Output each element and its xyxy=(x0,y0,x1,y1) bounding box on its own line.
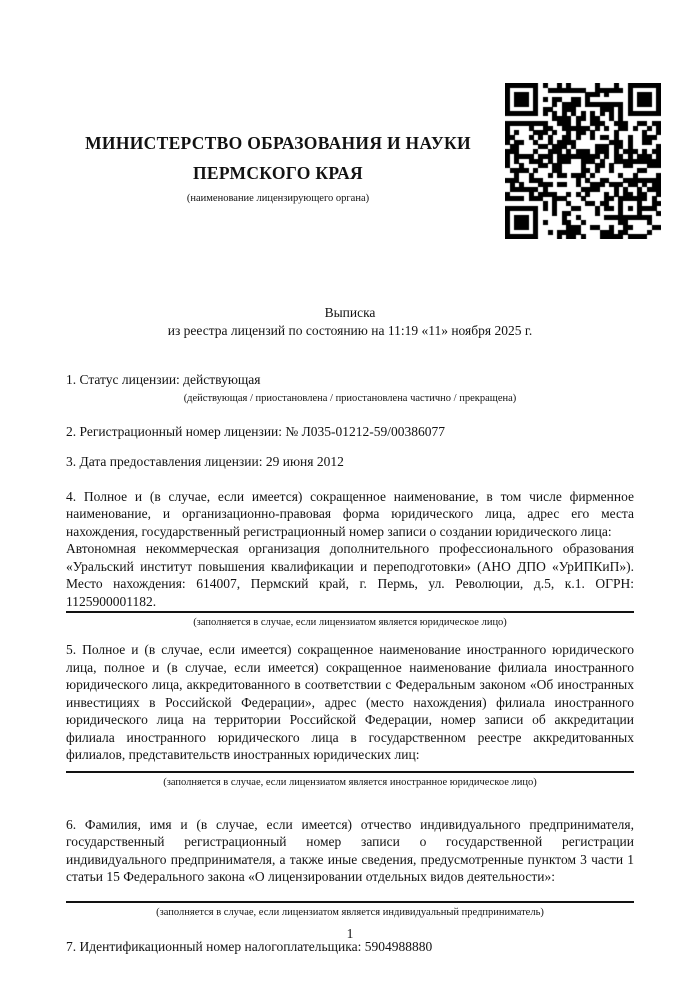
document-title xyxy=(66,304,634,339)
foreign-entity-note: (заполняется в случае, если лицензиатом является иностранное юридическое лицо) xyxy=(163,776,537,788)
fill-in-line xyxy=(66,771,634,773)
item-entrepreneur-info xyxy=(66,816,634,919)
fill-in-line xyxy=(66,611,634,613)
license-status-text: 1. Статус лицензии: действующая xyxy=(66,372,261,387)
item-legal-entity-info xyxy=(66,488,634,630)
ministry-name-line1: МИНИСТЕРСТВО ОБРАЗОВАНИЯ И НАУКИ xyxy=(85,133,471,153)
taxpayer-number-text: 7. Идентификационный номер налогоплательщика: 5904988880 xyxy=(66,938,433,954)
entrepreneur-question: 6. Фамилия, имя и (в случае, если имеется) отчество индивидуального предпринимателя, государственный регистрационный номер записи о государственной регистрации индивидуального предпринимателя, а также иные сведения, предусмотренные пунктом 3 части 1 статьи 15 Федерального закона «О лицензировании отдельных видов деятельности»: xyxy=(66,816,634,884)
license-status-options-note: (действующая / приостановлена / приостановлена частично / прекращена) xyxy=(183,392,517,404)
document-body xyxy=(66,304,634,955)
grant-date-text: 3. Дата предоставления лицензии: 29 июня 2012 xyxy=(66,454,344,469)
page-number: 1 xyxy=(346,926,354,941)
qr-code xyxy=(505,83,661,239)
document-title-line2: из реестра лицензий по состоянию на 11:19 «11» ноября 2025 г. xyxy=(167,322,533,338)
legal-entity-answer: Автономная некоммерческая организация дополнительного профессионального образования «Уральский институт повышения квалификации и переподготовки» (АНО ДПО «УрИПКиП»). Место нахождения: 614007, Пермский край, г. Пермь, ул. Революции, д.5, к.1. ОГРН: 1125900001182. xyxy=(66,541,634,609)
item-grant-date xyxy=(66,453,634,471)
document-title-line1: Выписка xyxy=(324,305,376,320)
item-license-status xyxy=(66,371,634,405)
ministry-name-line2: ПЕРМСКОГО КРАЯ xyxy=(193,163,363,183)
item-registration-number xyxy=(66,423,634,441)
qr-code-canvas xyxy=(505,83,661,239)
legal-entity-note: (заполняется в случае, если лицензиатом является юридическое лицо) xyxy=(193,617,507,628)
fill-in-line xyxy=(66,901,634,903)
legal-entity-question: 4. Полное и (в случае, если имеется) сокращенное наименование, в том числе фирменное наименование, и организационно-правовая форма юридического лица, адрес его места нахождения, государственный регистрационный номер записи о создании юридического лица: xyxy=(66,488,634,539)
foreign-entity-question: 5. Полное и (в случае, если имеется) сокращенное наименование иностранного юридического лица, полное и (в случае, если имеется) сокращенное наименование филиала иностранного юридического лица, аккредитованного в соответствии с Федеральным законом «Об иностранных инвестициях в Российской Федерации», адрес (место нахождения) филиала иностранного юридического лица на территории Российской Федерации, номер записи об аккредитации филиала иностранного юридического лица в государственном реестре аккредитованных филиалов, представительств иностранных юридических лиц: xyxy=(66,642,634,762)
entrepreneur-note: (заполняется в случае, если лицензиатом является индивидуальный предприниматель) xyxy=(156,906,544,918)
licensing-authority-header xyxy=(66,128,490,205)
ministry-name-note: (наименование лицензирующего органа) xyxy=(186,193,370,204)
item-foreign-entity-info xyxy=(66,641,634,789)
registration-number-text: 2. Регистрационный номер лицензии: № Л035-01212-59/00386077 xyxy=(66,423,446,439)
